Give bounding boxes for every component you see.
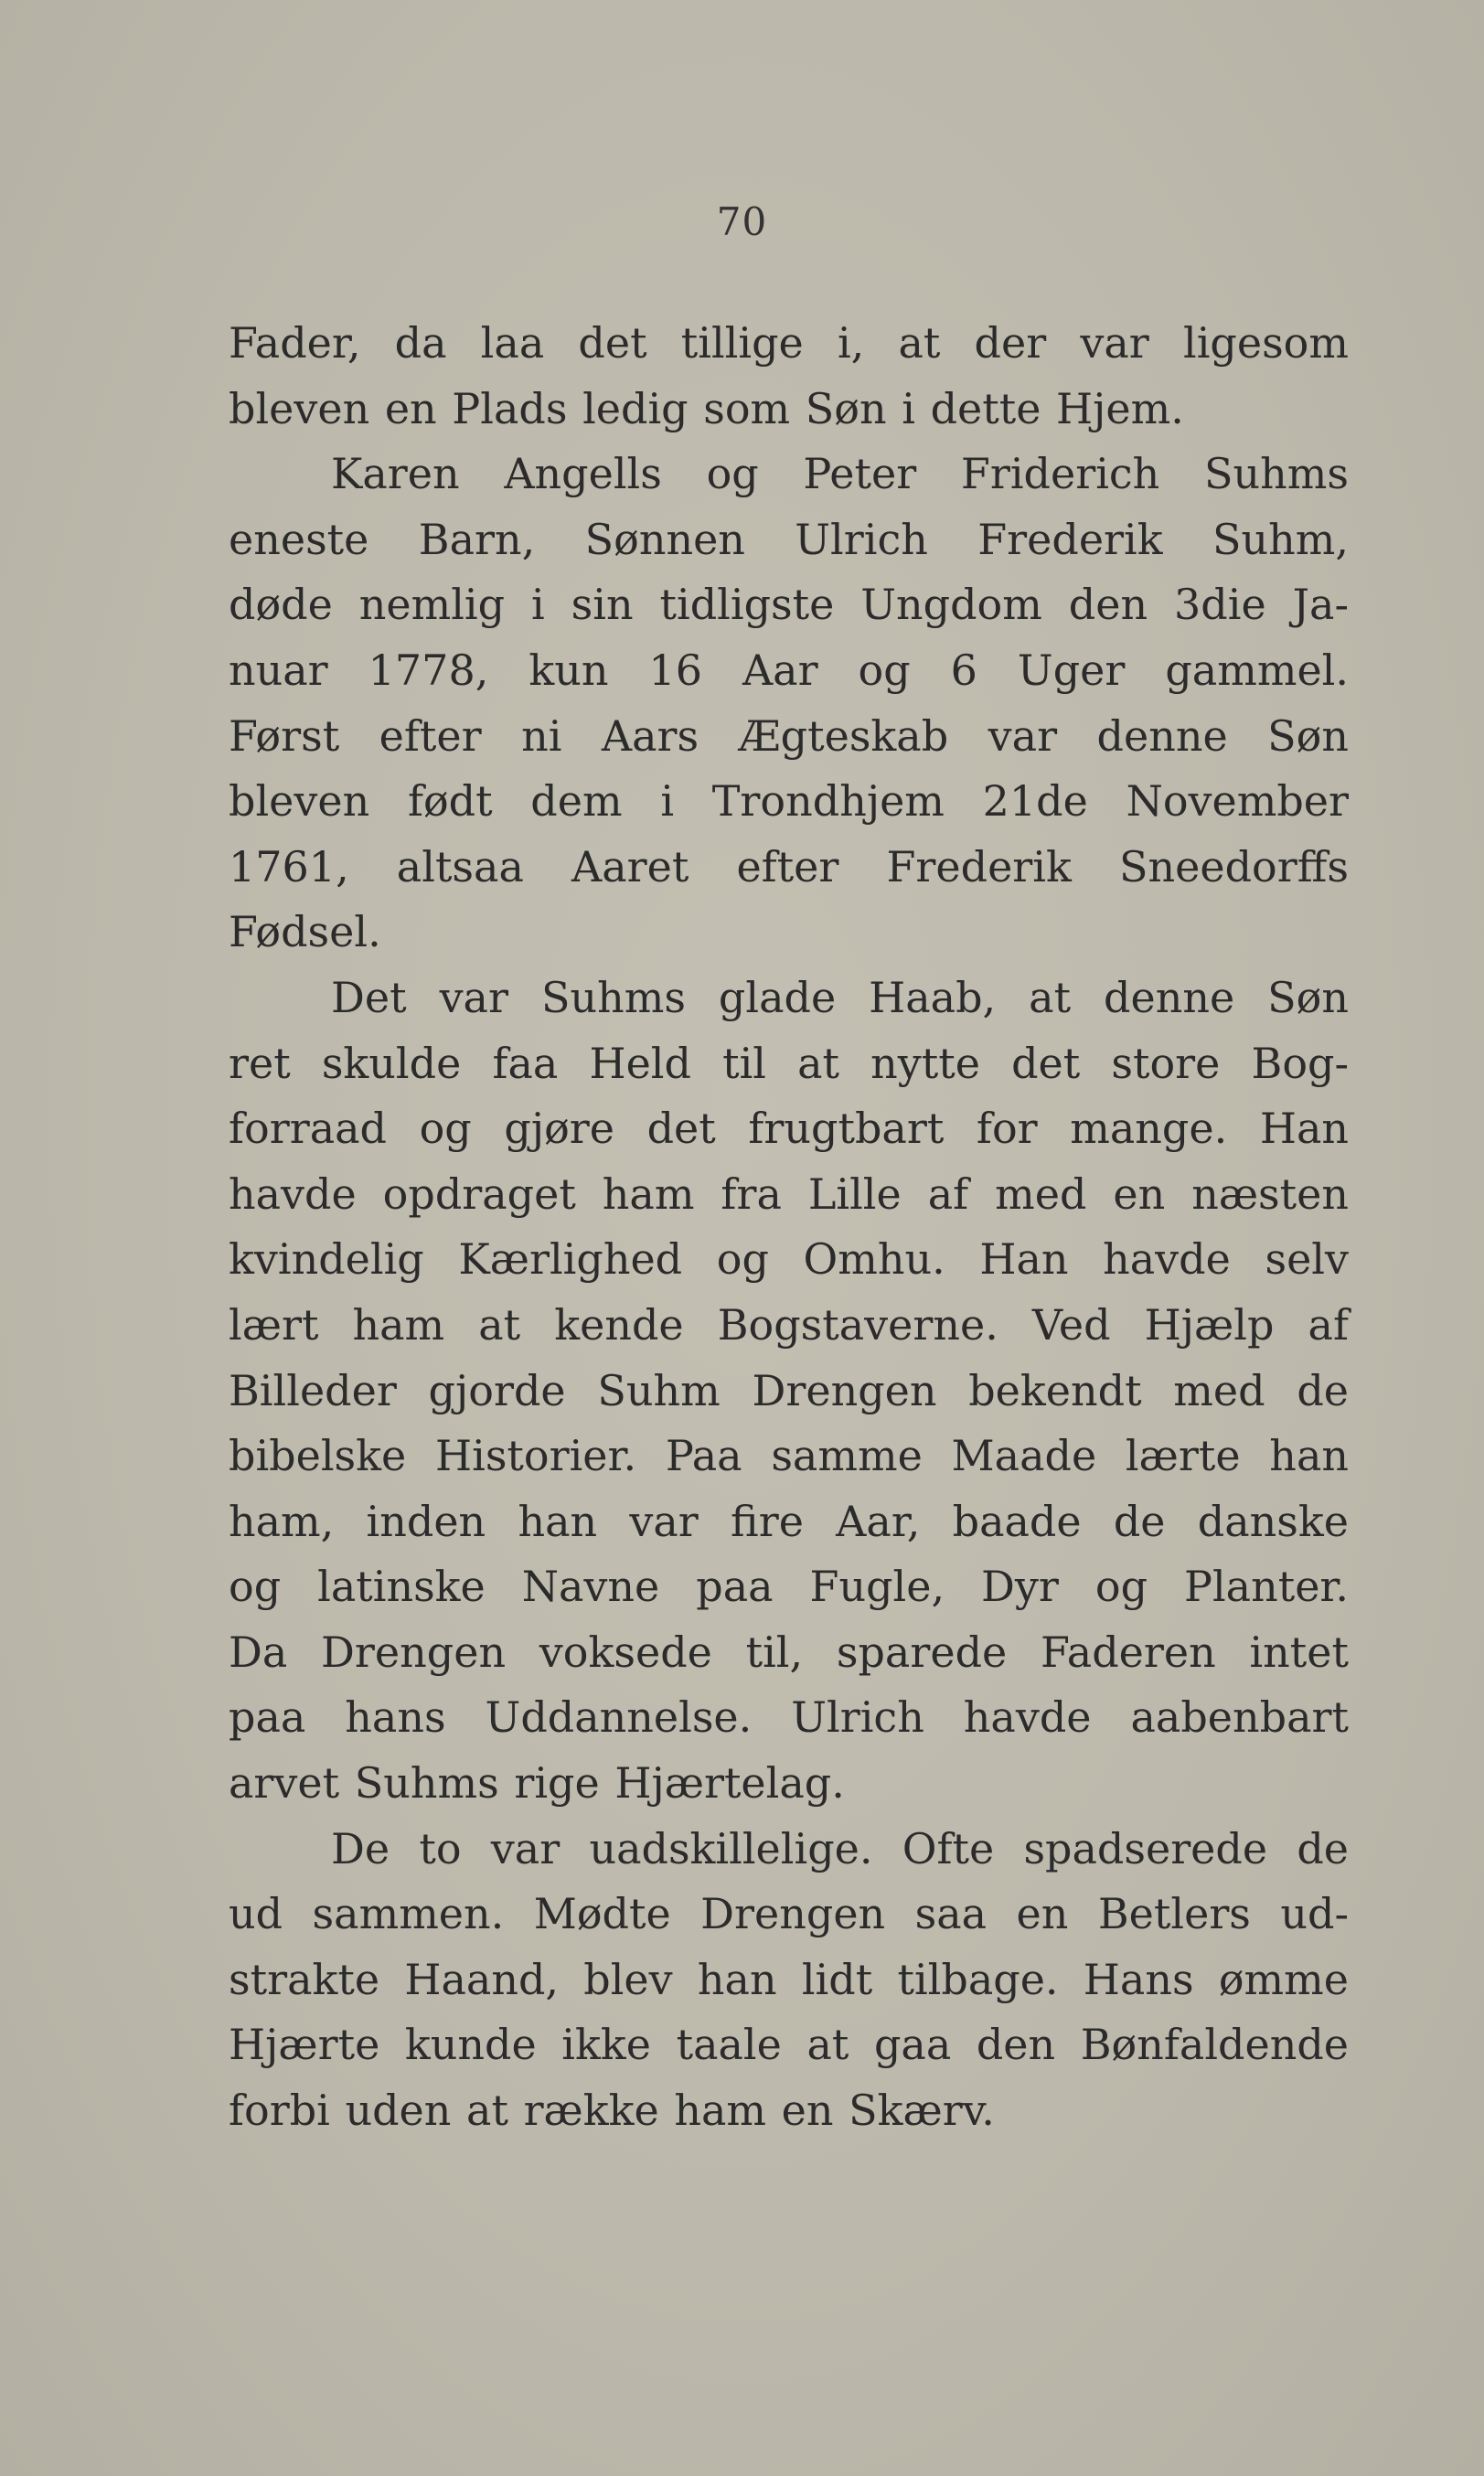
text-line: Billeder gjorde Suhm Drengen bekendt med de [229,1365,1349,1415]
text-line: lært ham at kende Bogstaverne. Ved Hjælp af [229,1299,1349,1350]
text-line: De to var uadskillelige. Ofte spadserede de [331,1823,1349,1873]
text-line: arvet Suhms rige Hjærtelag. [229,1758,845,1809]
text-line: og latinske Navne paa Fugle, Dyr og Planter. [229,1562,1349,1612]
text-line: ret skulde faa Held til at nytte det store Bog- [229,1038,1349,1088]
text-line: Karen Angells og Peter Friderich Suhms [331,449,1349,499]
text-line: Først efter ni Aars Ægteskab var denne Søn [229,710,1349,761]
text-line: ud sammen. Mødte Drengen saa en Betlers ud- [229,1889,1349,1939]
text-line: ham, inden han var fire Aar, baade de danske [229,1496,1349,1546]
text-line: Fader, da laa det tillige i, at der var ligesom [229,318,1349,368]
text-line: 1761, altsaa Aaret efter Frederik Sneedorffs [229,841,1349,891]
text-line: Hjærte kunde ikke taale at gaa den Bønfaldende [229,2020,1349,2070]
text-line: Det var Suhms glade Haab, at denne Søn [331,972,1349,1022]
text-line: havde opdraget ham fra Lille af med en næsten [229,1169,1349,1219]
text-line: strakte Haand, blev han lidt tilbage. Hans ømme [229,1954,1349,2004]
text-line: Fødsel. [229,907,381,957]
text-line: bibelske Historier. Paa samme Maade lærte han [229,1431,1349,1481]
text-line: kvindelig Kærlighed og Omhu. Han havde selv [229,1234,1349,1285]
text-line: døde nemlig i sin tidligste Ungdom den 3die Ja- [229,580,1349,630]
text-line: bleven en Plads ledig som Søn i dette Hjem. [229,383,1184,433]
text-line: paa hans Uddannelse. Ulrich havde aabenbart [229,1692,1349,1743]
text-line: eneste Barn, Sønnen Ulrich Frederik Suhm, [229,514,1349,564]
text-line: forraad og gjøre det frugtbart for mange. Han [229,1104,1349,1154]
text-line: forbi uden at række ham en Skærv. [229,2086,995,2136]
text-line: bleven født dem i Trondhjem 21de November [229,776,1349,827]
text-line: nuar 1778, kun 16 Aar og 6 Uger gammel. [229,645,1349,695]
page-number: 70 [716,199,768,244]
text-line: Da Drengen voksede til, sparede Faderen intet [229,1627,1349,1677]
body-text [229,311,1349,2144]
